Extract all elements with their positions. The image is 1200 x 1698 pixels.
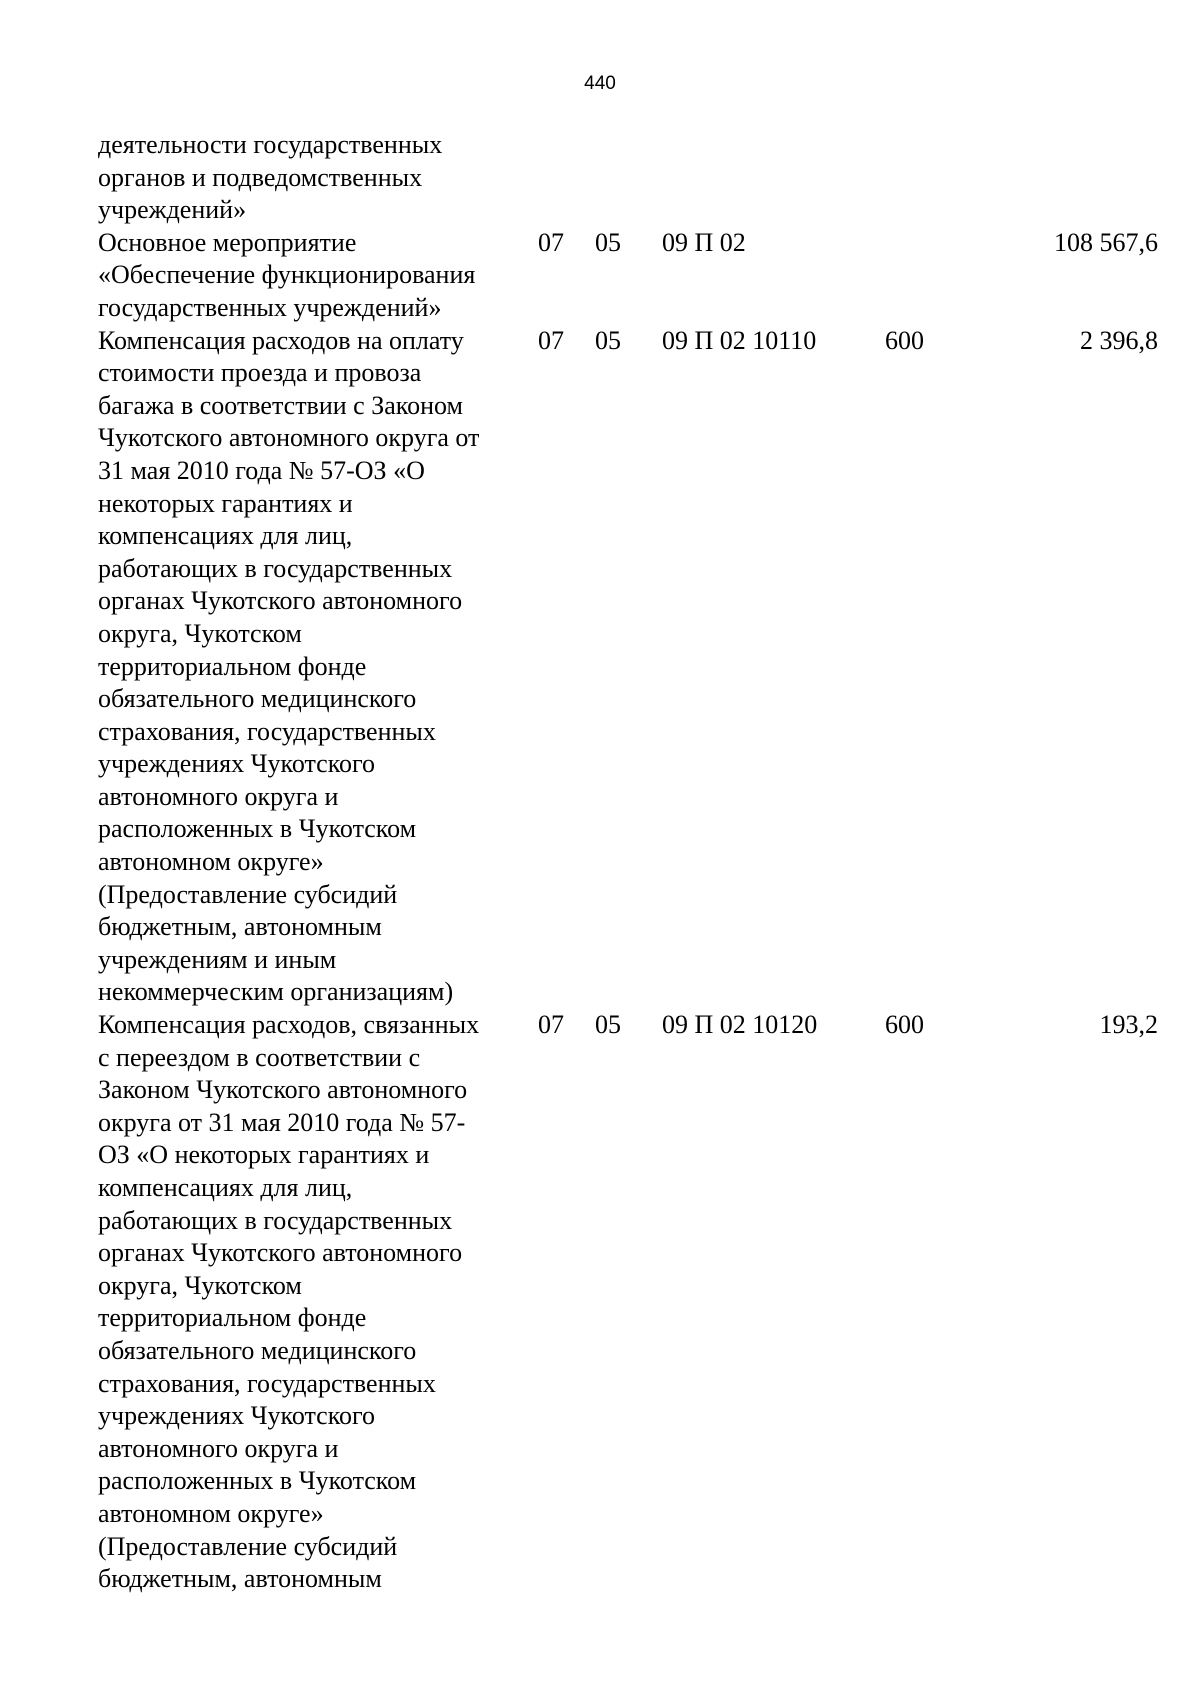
podrazdel-code: 05 (595, 227, 621, 257)
item-name-line: бюджетным, автономным (98, 912, 382, 942)
table-row (98, 325, 1158, 1009)
item-name-line: учреждений» (98, 195, 247, 225)
item-name (98, 129, 538, 227)
table-row (98, 129, 1158, 227)
amount: 2 396,8 (1080, 325, 1158, 355)
amount: 193,2 (1099, 1010, 1158, 1040)
item-name-line: органов и подведомственных (98, 162, 423, 192)
razdel-code: 07 (538, 325, 564, 355)
item-name-line: работающих в государственных (98, 553, 453, 583)
item-name-line: государственных учреждений» (98, 292, 442, 322)
item-name-line: Законом Чукотского автономного (98, 1075, 468, 1105)
item-name-line: бюджетным, автономным (98, 1564, 382, 1594)
item-name-line: территориальном фонде (98, 651, 367, 681)
target-article-code: 09 П 02 (662, 227, 746, 257)
page-number: 440 (584, 73, 616, 94)
podrazdel-code: 05 (595, 1010, 621, 1040)
item-name-line: Чукотского автономного округа от (98, 423, 480, 453)
item-name-line: «Обеспечение функционирования (98, 260, 476, 290)
item-name-line: компенсациях для лиц, (98, 521, 353, 551)
item-name-line: автономном округе» (98, 847, 324, 877)
item-name-line: автономного округа и (98, 1433, 339, 1463)
podrazdel-code: 05 (595, 325, 621, 355)
table-row (98, 227, 1158, 325)
item-name-line: учреждениям и иным (98, 944, 337, 974)
item-name (98, 227, 538, 325)
amount: 108 567,6 (1054, 227, 1158, 257)
item-name-line: автономном округе» (98, 1498, 324, 1528)
target-article-code: 09 П 02 10120 (662, 1010, 818, 1040)
item-name-line: Компенсация расходов на оплату (98, 325, 464, 355)
item-name-line: 31 мая 2010 года № 57-ОЗ «О (98, 455, 425, 485)
item-name-line: учреждениях Чукотского (98, 749, 376, 779)
item-name-line: (Предоставление субсидий (98, 879, 398, 909)
expense-type-code: 600 (885, 325, 924, 355)
table-row (98, 1009, 1158, 1596)
item-name-line: округа, Чукотском (98, 1270, 302, 1300)
item-name-line: страхования, государственных (98, 1368, 436, 1398)
razdel-code: 07 (538, 227, 564, 257)
item-name-line: (Предоставление субсидий (98, 1531, 398, 1561)
item-name-line: округа от 31 мая 2010 года № 57- (98, 1107, 466, 1137)
item-name-line: расположенных в Чукотском (98, 814, 417, 844)
item-name-line: территориальном фонде (98, 1303, 367, 1333)
item-name-line: страхования, государственных (98, 716, 436, 746)
item-name (98, 1009, 538, 1596)
item-name-line: расположенных в Чукотском (98, 1466, 417, 1496)
item-name-line: стоимости проезда и провоза (98, 358, 422, 388)
budget-table (98, 129, 1158, 1596)
item-name-line: компенсациях для лиц, (98, 1173, 353, 1202)
item-name-line: обязательного медицинского (98, 684, 417, 714)
target-article-code: 09 П 02 10110 (662, 325, 817, 355)
item-name (98, 325, 538, 1009)
item-name-line: ОЗ «О некоторых гарантиях и (98, 1140, 430, 1170)
item-name-line: округа, Чукотском (98, 618, 302, 648)
item-name-line: учреждениях Чукотского (98, 1401, 376, 1431)
item-name-line: обязательного медицинского (98, 1335, 417, 1365)
item-name-line: некоторых гарантиях и (98, 488, 353, 518)
item-name-line: Компенсация расходов, связанных (98, 1010, 480, 1040)
item-name-line: Основное мероприятие (98, 227, 357, 257)
item-name-line: с переездом в соответствии с (98, 1042, 421, 1072)
expense-type-code: 600 (885, 1010, 924, 1040)
item-name-line: деятельности государственных (98, 130, 443, 159)
razdel-code: 07 (538, 1010, 564, 1040)
item-name-line: автономного округа и (98, 781, 339, 811)
item-name-line: багажа в соответствии с Законом (98, 390, 463, 420)
item-name-line: работающих в государственных (98, 1205, 453, 1235)
item-name-line: органах Чукотского автономного (98, 586, 463, 616)
item-name-line: некоммерческим организациям) (98, 977, 454, 1007)
item-name-line: органах Чукотского автономного (98, 1238, 463, 1268)
